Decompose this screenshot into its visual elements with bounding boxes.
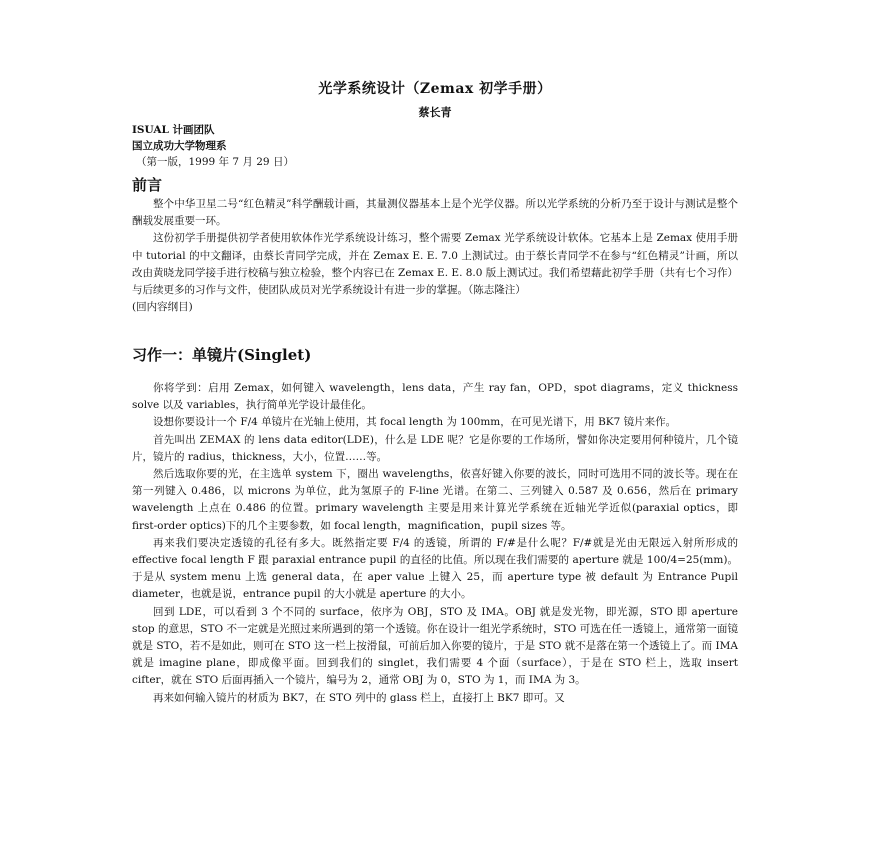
document-title: 光学系统设计（Zemax 初学手册） <box>318 81 552 97</box>
exercise1-paragraph: 再来如何输入镜片的材质为 BK7，在 STO 列中的 glass 栏上，直接打上 BK7 即可。又 <box>153 691 565 704</box>
preface-heading: 前言 <box>132 176 163 194</box>
exercise1-paragraph: 回到 LDE，可以看到 3 个不同的 surface，依序为 OBJ，STO 及 IMA。OBJ 就是发光物，即光源，STO 即 aperture stop 的意思，STO 不一定就是光照过来所遇到的第一个透镜。你在设计一组光学系统时，STO 可选在任一透镜上，通常第一面镜就是 STO，若不是如此，则可在 STO 这一栏上按滑鼠，可前后加入你要的镜片，于是 STO 就不是落在第一个透镜上了。而 IMA 就是 imagine plane，即成像平面。回到我们的 singlet，我们需要 4 个面（surface），于是在 STO 栏上，选取 insert cifter，就在 STO 后面再插入一个镜片，编号为 2，通常 OBJ 为 0，STO 为 1，而 IMA 为 3。 <box>132 605 738 687</box>
preface-paragraph: 这份初学手册提供初学者使用软体作光学系统设计练习，整个需要 Zemax 光学系统设计软体。它基本上是 Zemax 使用手册中 tutorial 的中文翻译，由蔡长青同学完成，并在 Zemax E. E. 7.0 上测试过。由于蔡长青同学不在参与“红色精灵”计画，所以改由黄晓龙同学接手进行校稿与独立检验，整个内容已在 Zemax E. E. 8.0 版上测试过。我们希望藉此初学手册（共有七个习作）与后续更多的习作与文件，使团队成员对光学系统设计有进一步的掌握。（陈志隆注） <box>132 232 738 297</box>
exercise1-body <box>132 380 738 707</box>
exercise1-paragraph: 然后选取你要的光，在主选单 system 下，圈出 wavelengths，依喜好键入你要的波长，同时可选用不同的波长等。现在在第一列键入 0.486，以 microns 为单位，此为氢原子的 F-line 光谱。在第二、三列键入 0.587 及 0.656，然后在 primary wavelength 上点在 0.486 的位置。primary wavelength 主要是用来计算光学系统在近轴光学近似(paraxial optics，即 first-order optics)下的几个主要参数，如 focal length，magnification，pupil sizes 等。 <box>132 468 738 532</box>
org-line-2: 国立成功大学物理系 <box>132 140 227 152</box>
preface-paragraph: 整个中华卫星二号“红色精灵”科学酬载计画，其量测仪器基本上是个光学仪器。所以光学系统的分析乃至于设计与测试是整个酬载发展重要一环。 <box>132 198 738 228</box>
back-to-contents-link[interactable]: (回内容纲目) <box>132 301 193 314</box>
edition-line: （第一版，1999 年 7 月 29 日） <box>136 156 294 168</box>
preface-body <box>132 196 738 316</box>
exercise1-heading: 习作一：单镜片(Singlet) <box>132 346 312 364</box>
org-line-1: ISUAL 计画团队 <box>132 124 215 136</box>
exercise1-paragraph: 再来我们要决定透镜的孔径有多大。既然指定要 F/4 的透镜，所谓的 F/#是什么呢？F/#就是光由无限远入射所形成的 effective focal length F 跟 paraxial entrance pupil 的直径的比值。所以现在我们需要的 aperture 就是 100/4=25(mm)。于是从 system menu 上选 general data，在 aper value 上键入 25，而 aperture type 被 default 为 Entrance Pupil diameter，也就是说，entrance pupil 的大小就是 aperture 的大小。 <box>132 536 738 601</box>
exercise1-paragraph: 你将学到：启用 Zemax，如何键入 wavelength，lens data，产生 ray fan，OPD，spot diagrams，定义 thickness solve 以及 variables，执行简单光学设计最佳化。 <box>132 382 738 412</box>
exercise1-paragraph: 设想你要设计一个 F/4 单镜片在光轴上使用，其 focal length 为 100mm，在可见光谱下，用 BK7 镜片来作。 <box>153 416 677 429</box>
document-author: 蔡长青 <box>418 106 452 119</box>
exercise1-paragraph: 首先叫出 ZEMAX 的 lens data editor(LDE)，什么是 LDE 呢？它是你要的工作场所，譬如你决定要用何种镜片，几个镜片，镜片的 radius，thickness，大小，位置……等。 <box>132 433 738 463</box>
